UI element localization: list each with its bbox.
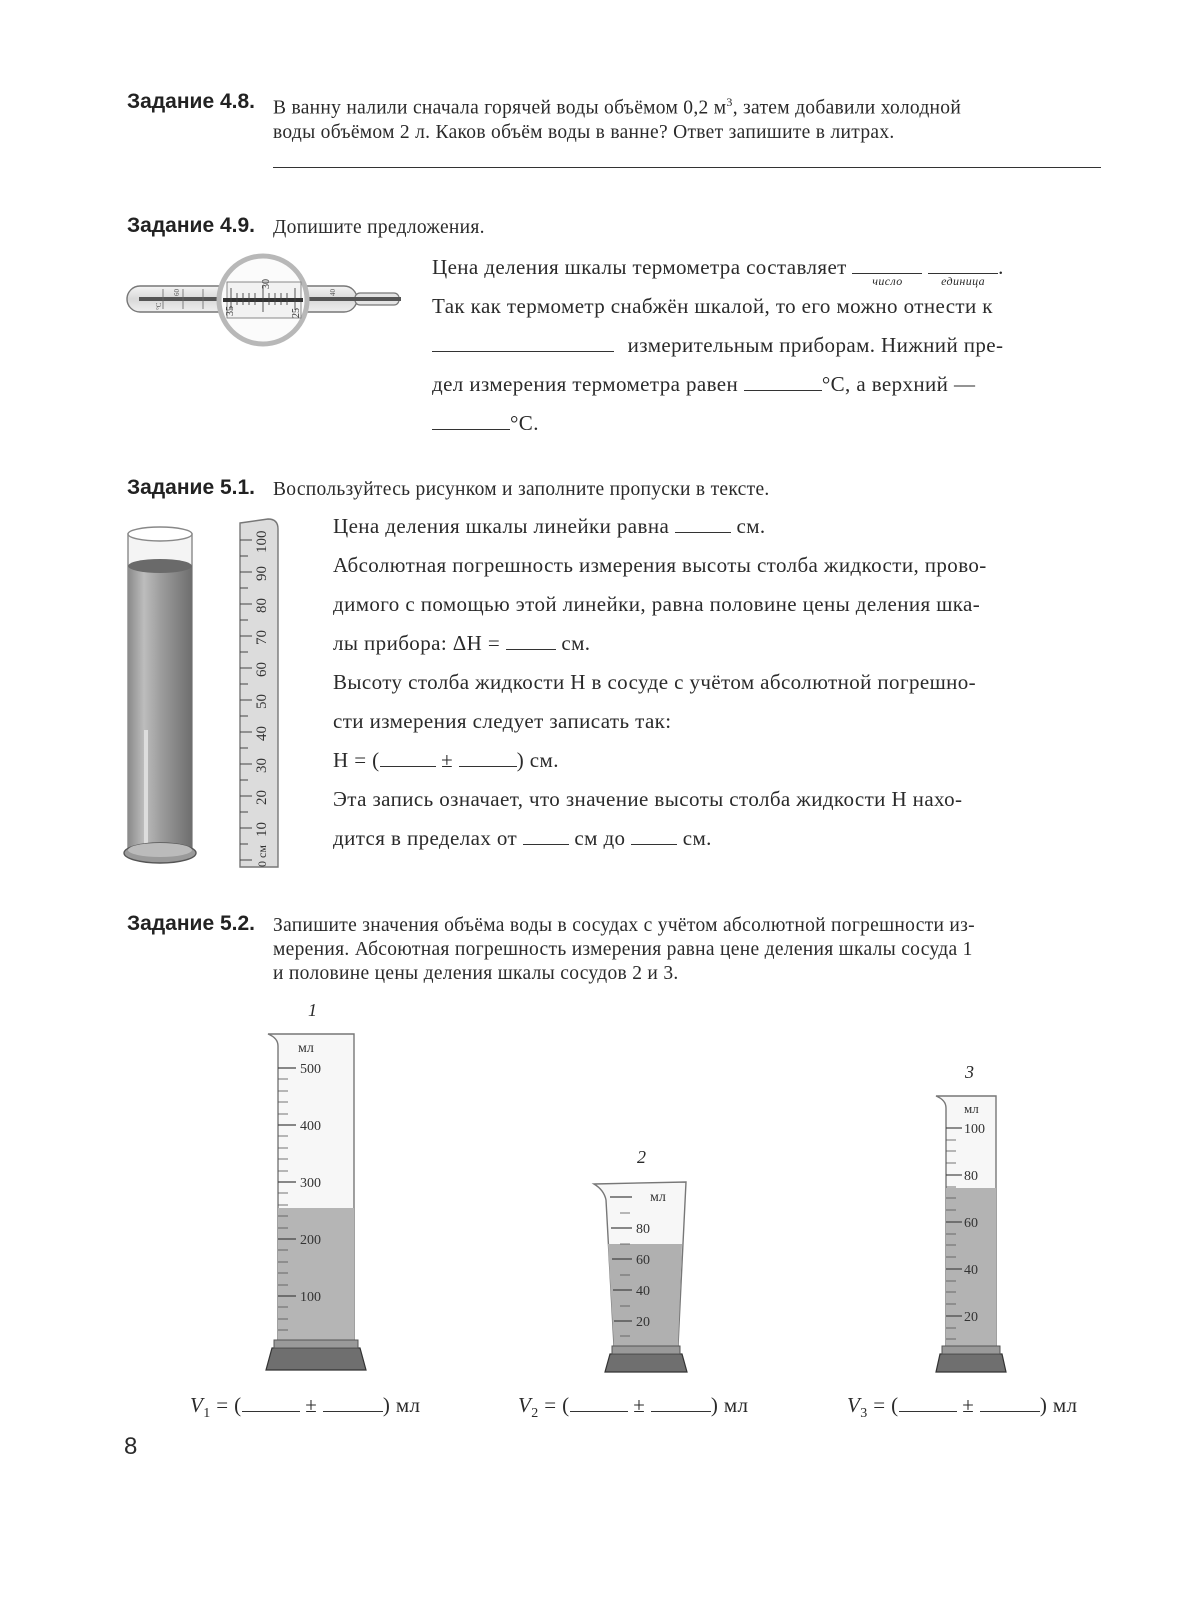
blank-delta-h[interactable]	[506, 631, 556, 650]
vessel-3-label-60: 60	[964, 1216, 978, 1231]
ruler-label-100: 100	[254, 530, 270, 553]
task-4-9-s1-end: .	[998, 255, 1004, 279]
vessel-1-formula	[190, 1393, 420, 1422]
formula-2-end: ) мл	[710, 1393, 749, 1417]
vessel-3-unit: мл	[964, 1101, 979, 1116]
vessel-1-label-300: 300	[300, 1176, 321, 1191]
thermo-label-degc: °C	[155, 302, 163, 310]
blank-ruler-division[interactable]	[675, 514, 731, 533]
task-5-1-l3: димого с помощью этой линейки, равна половине цены деления шка-	[333, 592, 981, 616]
task-5-1-label: Задание 5.1.	[127, 476, 255, 499]
task-5-1-l2: Абсолютная погрешность измерения высоты столба жидкости, прово-	[333, 553, 987, 577]
task-4-9-s4b: °С, а верхний —	[821, 372, 976, 396]
vessel-2-unit: мл	[650, 1190, 666, 1205]
vessel-1-illustration	[262, 1030, 372, 1375]
vessel-3-label-40: 40	[964, 1263, 978, 1278]
blank-division-unit[interactable]	[928, 255, 998, 288]
vessel-1-number: 1	[308, 1000, 317, 1020]
ruler-label-90: 90	[254, 566, 270, 581]
vessel-2-label-20: 20	[636, 1315, 650, 1330]
vessel-1-unit: мл	[298, 1041, 314, 1056]
task-4-9-sentence-4	[432, 372, 975, 397]
thermo-label-40: 40	[329, 289, 337, 296]
ruler-label-20: 20	[254, 790, 270, 805]
task-5-2-text	[273, 914, 975, 986]
task-5-1-l6: сти измерения следует записать так:	[333, 709, 672, 733]
blank-lower-limit[interactable]	[744, 372, 822, 391]
formula-1-v: V	[190, 1393, 204, 1417]
vessel-1-label-500: 500	[300, 1062, 321, 1077]
task-4-9-sentence-3	[432, 333, 1003, 358]
task-5-1-l9b: см до	[574, 826, 626, 850]
blank-h-value[interactable]	[380, 748, 436, 767]
blank-v2-error[interactable]	[651, 1393, 711, 1412]
vessel-3-label-100: 100	[964, 1122, 985, 1137]
task-4-8-answer-line[interactable]	[273, 167, 1101, 168]
task-5-1-l7b: ±	[441, 748, 454, 772]
formula-3-end: ) мл	[1039, 1393, 1078, 1417]
caption-number: число	[872, 274, 903, 288]
blank-v3-error[interactable]	[980, 1393, 1040, 1412]
formula-2-sub: 2	[531, 1406, 539, 1422]
blank-instrument-type[interactable]	[432, 333, 614, 352]
vessel-2-label-60: 60	[636, 1253, 650, 1268]
vessel-1-label-400: 400	[300, 1119, 321, 1134]
blank-h-error[interactable]	[459, 748, 517, 767]
task-5-2-label: Задание 5.2.	[127, 912, 255, 935]
vessel-1-label-200: 200	[300, 1233, 321, 1248]
blank-division-number[interactable]	[852, 255, 922, 288]
task-5-1-l8: Эта запись означает, что значение высоты столба жидкости H нахо-	[333, 787, 963, 811]
task-5-1-instruction: Воспользуйтесь рисунком и заполните пропуски в тексте.	[273, 479, 770, 500]
vessel-3-formula	[847, 1393, 1077, 1422]
task-4-8-sup: 3	[726, 95, 733, 109]
thermo-label-60: 60	[173, 289, 181, 296]
ruler-label-60: 60	[254, 662, 270, 677]
task-5-1-l5: Высоту столба жидкости H в сосуде с учётом абсолютной погрешно-	[333, 670, 977, 694]
task-5-1-l1a: Цена деления шкалы линейки равна	[333, 514, 670, 538]
task-4-8-line1: В ванну налили сначала горячей воды объёмом 0,2 м	[273, 97, 727, 119]
task-4-8-line1-end: , затем добавили холодной	[732, 97, 962, 119]
vessel-2-illustration	[590, 1176, 690, 1376]
thermo-label-30: 30	[261, 279, 272, 289]
formula-2-eq: = (	[538, 1393, 570, 1417]
blank-v1-value[interactable]	[242, 1393, 300, 1412]
task-4-8-label: Задание 4.8.	[127, 90, 255, 113]
task-4-8-text	[273, 90, 1103, 145]
ruler-label-30: 30	[254, 758, 270, 773]
vessel-1-label-100: 100	[300, 1290, 321, 1305]
formula-2-v: V	[518, 1393, 532, 1417]
task-5-2-line3: и половине цены деления шкалы сосудов 2 и 3.	[273, 963, 679, 984]
blank-upper-limit[interactable]	[432, 411, 510, 430]
vessel-3-illustration	[930, 1090, 1010, 1376]
task-4-9-label: Задание 4.9.	[127, 214, 255, 237]
formula-1-eq: = (	[210, 1393, 242, 1417]
vessel-3-label-20: 20	[964, 1310, 978, 1325]
formula-3-eq: = (	[867, 1393, 899, 1417]
task-4-9-s5: °С.	[510, 411, 539, 435]
task-5-1-l4a: лы прибора: ΔH =	[333, 631, 501, 655]
task-4-9-sentence-1	[432, 255, 1004, 288]
formula-3-v: V	[847, 1393, 861, 1417]
blank-v1-error[interactable]	[323, 1393, 383, 1412]
vessel-2-number: 2	[637, 1147, 646, 1167]
task-5-1-l1b: см.	[736, 514, 766, 538]
task-5-2-line1: Запишите значения объёма воды в сосудах с учётом абсолютной погрешности из-	[273, 915, 975, 936]
ruler-label-70: 70	[254, 630, 270, 645]
formula-1-end: ) мл	[382, 1393, 421, 1417]
formula-1-sub: 1	[203, 1406, 211, 1422]
task-5-2-line2: мерения. Абсоютная погрешность измерения равна цене деления шкалы сосуда 1	[273, 939, 973, 960]
ruler-label-0: 0 см	[255, 845, 269, 867]
task-5-1-l4b: см.	[561, 631, 591, 655]
thermometer-illustration	[123, 252, 413, 352]
task-4-9-s2: Так как термометр снабжён шкалой, то его можно отнести к	[432, 294, 993, 318]
task-5-1-l7c: ) см.	[516, 748, 559, 772]
task-4-9-sentence-5	[432, 411, 539, 436]
formula-3-pm: ±	[962, 1393, 975, 1417]
ruler-label-40: 40	[254, 726, 270, 741]
task-4-9-s1: Цена деления шкалы термометра составляет	[432, 255, 847, 279]
task-4-8-line2: воды объёмом 2 л. Каков объём воды в ванне? Ответ запишите в литрах.	[273, 121, 895, 143]
ruler-label-80: 80	[254, 598, 270, 613]
ruler-label-50: 50	[254, 694, 270, 709]
ruler-illustration	[236, 515, 284, 870]
task-4-9-s4a: дел измерения термометра равен	[432, 372, 739, 396]
caption-unit: единица	[941, 274, 986, 288]
task-5-1-line1	[333, 514, 766, 539]
page-number: 8	[124, 1433, 138, 1460]
task-5-1-l9c: см.	[682, 826, 712, 850]
vessel-3-number: 3	[965, 1062, 974, 1082]
blank-h-min[interactable]	[523, 826, 569, 845]
vessel-3-label-80: 80	[964, 1169, 978, 1184]
task-5-1-line4	[333, 631, 590, 656]
task-5-1-line9	[333, 826, 712, 851]
blank-v2-value[interactable]	[570, 1393, 628, 1412]
vessel-2-label-40: 40	[636, 1284, 650, 1299]
thermo-label-35: 35	[225, 306, 236, 316]
vessel-2-label-80: 80	[636, 1222, 650, 1237]
vessel-2-formula	[518, 1393, 748, 1422]
blank-h-max[interactable]	[631, 826, 677, 845]
thermo-label-25: 25	[291, 308, 302, 318]
formula-3-sub: 3	[860, 1406, 868, 1422]
blank-v3-value[interactable]	[899, 1393, 957, 1412]
task-4-9-s3: измерительным приборам. Нижний пре-	[627, 333, 1004, 357]
task-4-9-instruction: Допишите предложения.	[273, 217, 485, 238]
task-5-1-l7a: H = (	[333, 748, 380, 772]
task-5-1-l9a: дится в пределах от	[333, 826, 518, 850]
ruler-label-10: 10	[254, 822, 270, 837]
formula-2-pm: ±	[633, 1393, 646, 1417]
cylinder-illustration	[122, 520, 202, 870]
formula-1-pm: ±	[305, 1393, 318, 1417]
task-5-1-line7	[333, 748, 559, 773]
